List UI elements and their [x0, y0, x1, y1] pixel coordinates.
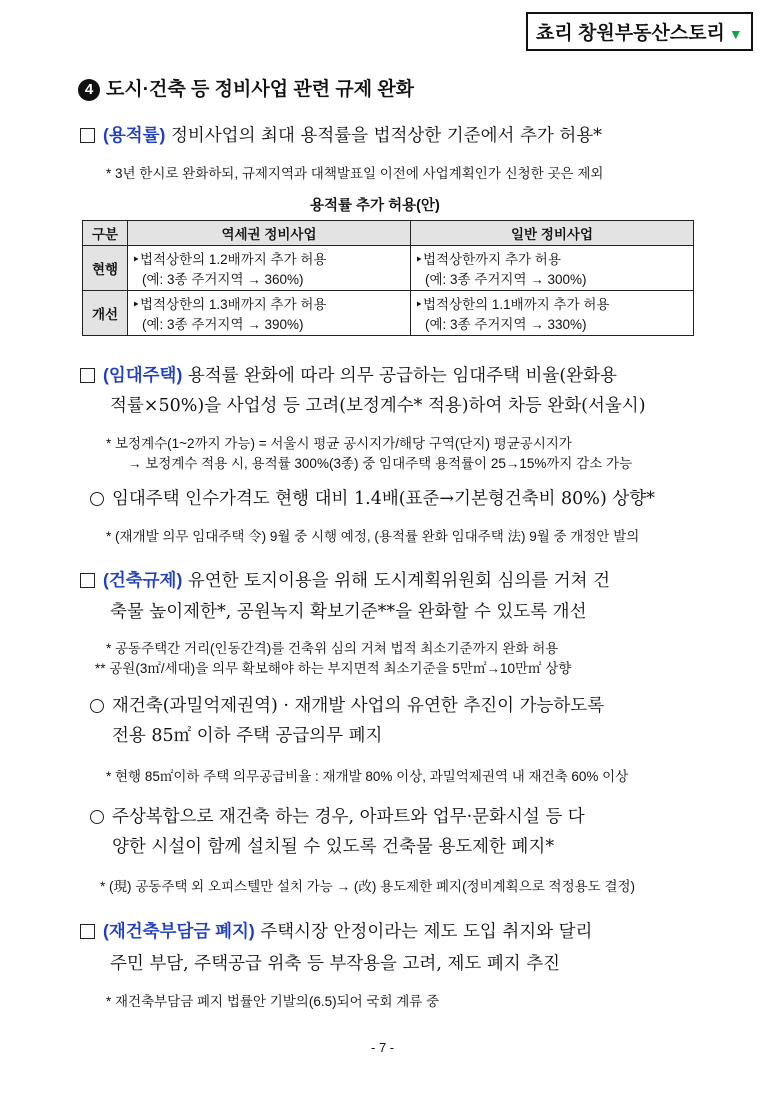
table-cell: [128, 291, 411, 336]
row-label: 개선: [83, 291, 128, 336]
source-tag-label: 쵸리 창원부동산스토리: [536, 23, 725, 44]
table-row: [83, 291, 694, 336]
floor-area-note: * 3년 한시로 완화하되, 규제지역과 대책발표일 이전에 사업계획인가 신청한 곳은 제외: [106, 166, 604, 181]
cell-line: (예: 3종 주거지역 → 360%): [142, 272, 304, 287]
cell-line: (예: 3종 주거지역 → 390%): [142, 317, 304, 332]
table-title: 용적률 추가 허용(안): [310, 198, 440, 214]
section-number-icon: 4: [78, 79, 100, 101]
reconstruction-line2: 주민 부담, 주택공급 위축 등 부작용을 고려, 제도 폐지 추진: [110, 954, 561, 974]
rental-tag: (임대주택): [103, 365, 183, 385]
reconstruction-line1: 주택시장 안정이라는 제도 도입 취지와 달리: [260, 922, 593, 942]
page-number: - 7 -: [371, 1040, 395, 1055]
checkbox-bullet-icon: [80, 128, 95, 143]
source-tag: [526, 12, 753, 51]
checkbox-bullet-icon: [80, 924, 95, 939]
rental-subitem: [90, 485, 655, 510]
section-title: 도시·건축 등 정비사업 관련 규제 완화: [106, 79, 415, 100]
circle-bullet-icon: [90, 810, 104, 824]
building-line2: 축물 높이제한*, 공원녹지 확보기준**을 완화할 수 있도록 개선: [110, 602, 587, 622]
table-row: [83, 246, 694, 291]
reconstruction-note: * 재건축부담금 폐지 법률안 기발의(6.5)되어 국회 계류 중: [106, 994, 440, 1009]
table-header-cell: 일반 정비사업: [411, 221, 694, 246]
building-sub2-line2: 양한 시설이 함께 설치될 수 있도록 건축물 용도제한 폐지*: [112, 837, 555, 857]
building-note2: ** 공원(3㎡/세대)을 의무 확보해야 하는 부지면적 최소기준을 5만㎡→10만㎡ 상향: [95, 661, 572, 676]
table-cell: [411, 246, 694, 291]
building-sub2-line1: 주상복합으로 재건축 하는 경우, 아파트와 업무·문화시설 등 다: [112, 807, 585, 827]
section-heading: [78, 74, 414, 101]
reconstruction-item: [80, 918, 592, 943]
floor-area-text: 정비사업의 최대 용적률을 법적상한 기준에서 추가 허용*: [170, 126, 602, 146]
building-sub1-line1: 재건축(과밀억제권역) · 재개발 사업의 유연한 추진이 가능하도록: [112, 696, 605, 716]
building-note1: * 공동주택간 거리(인동간격)를 건축위 심의 거쳐 법적 최소기준까지 완화 허용: [106, 641, 559, 656]
table-header-cell: 구분: [83, 221, 128, 246]
cell-line: ‣법적상한의 1.2배까지 추가 허용: [132, 252, 327, 267]
rental-sub-note: * (재개발 의무 임대주택 令) 9월 중 시행 예정, (용적률 완화 임대주택 法) 9월 중 개정안 발의: [106, 529, 640, 544]
building-item: [80, 567, 610, 592]
cell-line: (예: 3종 주거지역 → 330%): [425, 317, 587, 332]
rental-note1: * 보정계수(1~2까지 가능) = 서울시 평균 공시지가/해당 구역(단지) 평균공시지가: [106, 436, 572, 451]
building-sub1-line2: 전용 85㎡ 이하 주택 공급의무 폐지: [112, 726, 383, 746]
checkbox-bullet-icon: [80, 368, 95, 383]
rental-line1: 용적률 완화에 따라 의무 공급하는 임대주택 비율(완화용: [187, 366, 617, 386]
table-header-cell: 역세권 정비사업: [128, 221, 411, 246]
building-sub2-note: * (現) 공동주택 외 오피스텔만 설치 가능 → (改) 용도제한 폐지(정비계획으로 적정용도 결정): [100, 879, 636, 894]
rental-item: [80, 362, 617, 387]
building-line1: 유연한 토지이용을 위해 도시계획위원회 심의를 거쳐 건: [187, 571, 611, 591]
reconstruction-tag: (재건축부담금 폐지): [103, 921, 255, 941]
triangle-down-icon: ▼: [728, 26, 743, 42]
table-cell: [411, 291, 694, 336]
floor-area-item: [80, 122, 602, 147]
circle-bullet-icon: [90, 492, 104, 506]
cell-line: ‣법적상한까지 추가 허용: [415, 252, 561, 267]
building-subitem2: [90, 803, 585, 828]
checkbox-bullet-icon: [80, 573, 95, 588]
building-tag: (건축규제): [103, 570, 183, 590]
building-sub1-note: * 현행 85㎡이하 주택 의무공급비율 : 재개발 80% 이상, 과밀억제권역 내 재건축 60% 이상: [106, 769, 629, 784]
floor-area-table: [82, 220, 694, 336]
table-header-row: [83, 221, 694, 246]
rental-sub-text: 임대주택 인수가격도 현행 대비 1.4배(표준→기본형건축비 80%) 상향*: [112, 489, 655, 509]
cell-line: ‣법적상한의 1.1배까지 추가 허용: [415, 297, 610, 312]
table-cell: [128, 246, 411, 291]
rental-note2: → 보정계수 적용 시, 용적률 300%(3종) 중 임대주택 용적률이 25→15%까지 감소 가능: [128, 456, 633, 471]
row-label: 현행: [83, 246, 128, 291]
cell-line: (예: 3종 주거지역 → 300%): [425, 272, 587, 287]
rental-line2: 적률×50%)을 사업성 등 고려(보정계수* 적용)하여 차등 완화(서울시): [110, 396, 646, 416]
floor-area-tag: (용적률): [103, 125, 166, 145]
circle-bullet-icon: [90, 699, 104, 713]
building-subitem1: [90, 692, 604, 717]
cell-line: ‣법적상한의 1.3배까지 추가 허용: [132, 297, 327, 312]
